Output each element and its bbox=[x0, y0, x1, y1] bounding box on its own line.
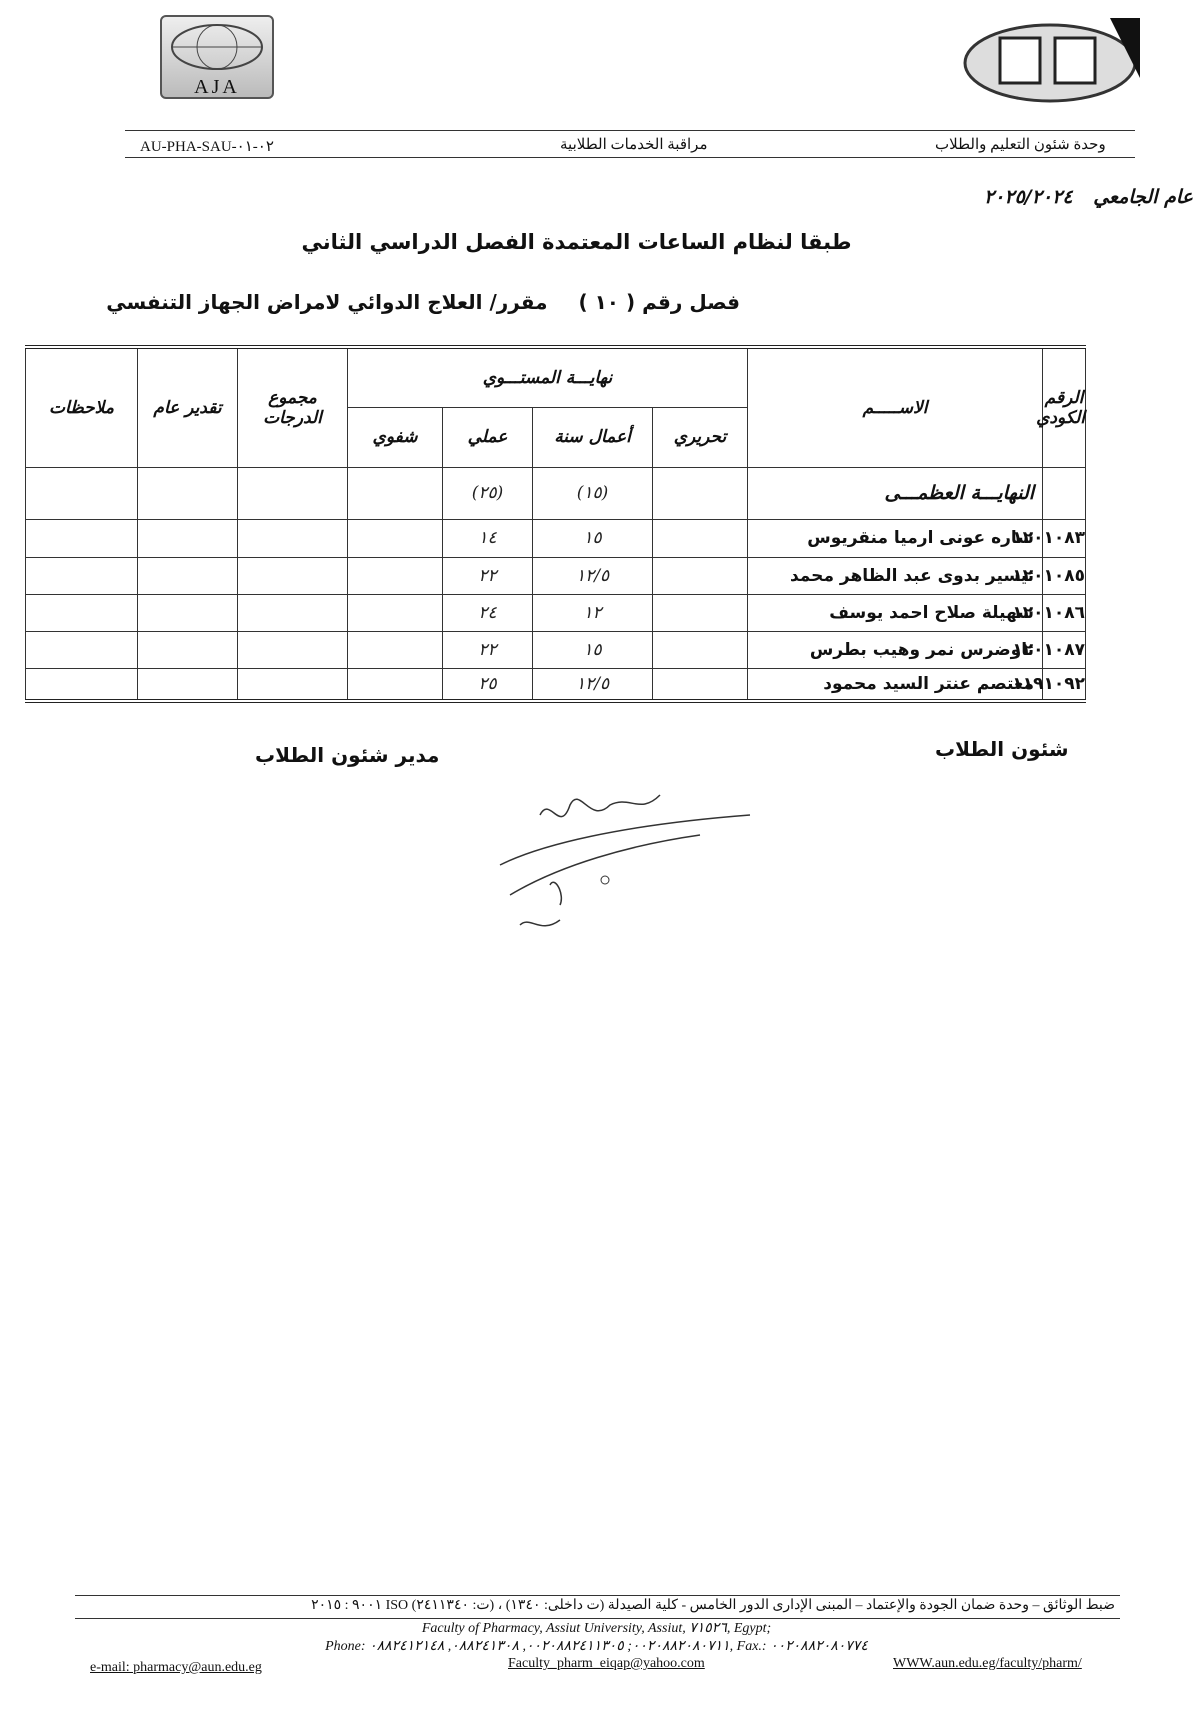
practical-grade: ٢٥ bbox=[443, 668, 533, 701]
course-line bbox=[60, 290, 740, 314]
table-row bbox=[26, 594, 1086, 631]
student-name: تاوضرس نمر وهيب بطرس bbox=[748, 631, 1043, 668]
practical-grade: ٢٢ bbox=[443, 557, 533, 594]
student-code: ١٢٠١٠٨٦ bbox=[1043, 594, 1086, 631]
globe-icon bbox=[162, 17, 272, 72]
page-title: طبقا لنظام الساعات المعتمدة الفصل الدراسي الثاني bbox=[301, 230, 852, 254]
header-total: مجموع الدرجات bbox=[238, 347, 348, 467]
header-center-unit: مراقبة الخدمات الطلابية bbox=[560, 137, 708, 153]
grades-table bbox=[25, 345, 1086, 703]
header-year-work: أعمال سنة bbox=[533, 407, 653, 467]
footer-document-control: ضبط الوثائق – وحدة ضمان الجودة والإعتماد – المبنى الإدارى الدور الخامس - كلية الصيدلة (ت داخلى: ١٣٤٠) ، (ت: ٢٤١١٣٤٠) ISO ٩٠٠١ : ٢٠١٥ bbox=[311, 1598, 1115, 1613]
university-logo bbox=[960, 18, 1140, 103]
student-name: معتصم عنتر السيد محمود bbox=[748, 668, 1043, 701]
course-name: مقرر/ العلاج الدوائي لامراض الجهاز التنفسي bbox=[106, 290, 548, 314]
table-row bbox=[26, 519, 1086, 557]
student-name: سهيلة صلاح احمد يوسف bbox=[748, 594, 1043, 631]
student-code: ١٢٠١٠٨٥ bbox=[1043, 557, 1086, 594]
practical-grade: ٢٢ bbox=[443, 631, 533, 668]
academic-year-value: ٢٠٢٥/٢٠٢٤ bbox=[983, 186, 1073, 208]
student-code: ١١٩١٠٩٢ bbox=[1043, 668, 1086, 701]
academic-year bbox=[984, 186, 1193, 208]
header-right-unit: وحدة شئون التعليم والطلاب bbox=[935, 137, 1106, 153]
table-row bbox=[26, 668, 1086, 701]
practical-grade: ١٤ bbox=[443, 519, 533, 557]
max-row bbox=[26, 467, 1086, 519]
aja-logo-text: AJA bbox=[194, 76, 240, 98]
footer-website-link[interactable]: WWW.aun.edu.eg/faculty/pharm/ bbox=[893, 1656, 1082, 1671]
table-row bbox=[26, 631, 1086, 668]
student-code: ١٢٠١٠٨٧ bbox=[1043, 631, 1086, 668]
footer-email-link[interactable]: e-mail: pharmacy@aun.edu.eg bbox=[90, 1660, 262, 1675]
year-work-grade: ١٢ bbox=[533, 594, 653, 631]
header-grade: تقدير عام bbox=[138, 347, 238, 467]
header-code: الرقم الكودي bbox=[1043, 347, 1086, 467]
footer-phone: Phone: ٠٠٢٠٨٨٢٠٨٠٧١١; ٠٠٢٠٨٨٢٤١١٣٠٥, ٠٨٨٢٤١٣٠٨, ٠٨٨٢٤١٢١٤٨, Fax.: ٠٠٢٠٨٨٢٠٨٠٧٧٤ bbox=[325, 1639, 868, 1654]
year-work-grade: ١٢/٥ bbox=[533, 557, 653, 594]
table-row bbox=[26, 557, 1086, 594]
header-notes: ملاحظات bbox=[26, 347, 138, 467]
aja-logo bbox=[160, 15, 274, 99]
footer-address: Faculty of Pharmacy, Assiut University, Assiut, ٧١٥٢٦, Egypt; bbox=[421, 1621, 772, 1636]
handwritten-signature bbox=[480, 775, 760, 945]
year-work-grade: ١٢/٥ bbox=[533, 668, 653, 701]
class-number: فصل رقم ( ١٠ ) bbox=[578, 290, 740, 314]
student-name: ساره عونى ارميا منقريوس bbox=[748, 519, 1043, 557]
document-code: AU-PHA-SAU-٠٢-٠١ bbox=[140, 139, 274, 155]
footer-email2-link[interactable]: Faculty_pharm_eiqap@yahoo.com bbox=[508, 1656, 705, 1671]
max-year-work: (١٥) bbox=[533, 467, 653, 519]
director-signature-label: مدير شئون الطلاب bbox=[255, 743, 440, 767]
header-end-level: نهايـــة المستـــوي bbox=[348, 347, 748, 407]
header-oral: شفوي bbox=[348, 407, 443, 467]
header-name: الاســـــم bbox=[748, 347, 1043, 467]
header-written: تحريري bbox=[653, 407, 748, 467]
student-code: ١٢٠١٠٨٣ bbox=[1043, 519, 1086, 557]
practical-grade: ٢٤ bbox=[443, 594, 533, 631]
student-name: تيسير بدوى عبد الظاهر محمد bbox=[748, 557, 1043, 594]
academic-year-label: عام الجامعي bbox=[1093, 186, 1193, 208]
max-row-label: النهايـــة العظمـــى bbox=[748, 467, 1043, 519]
year-work-grade: ١٥ bbox=[533, 631, 653, 668]
student-affairs-signature-label: شئون الطلاب bbox=[935, 737, 1069, 761]
header-practical: عملي bbox=[443, 407, 533, 467]
max-practical: (٢٥) bbox=[443, 467, 533, 519]
year-work-grade: ١٥ bbox=[533, 519, 653, 557]
